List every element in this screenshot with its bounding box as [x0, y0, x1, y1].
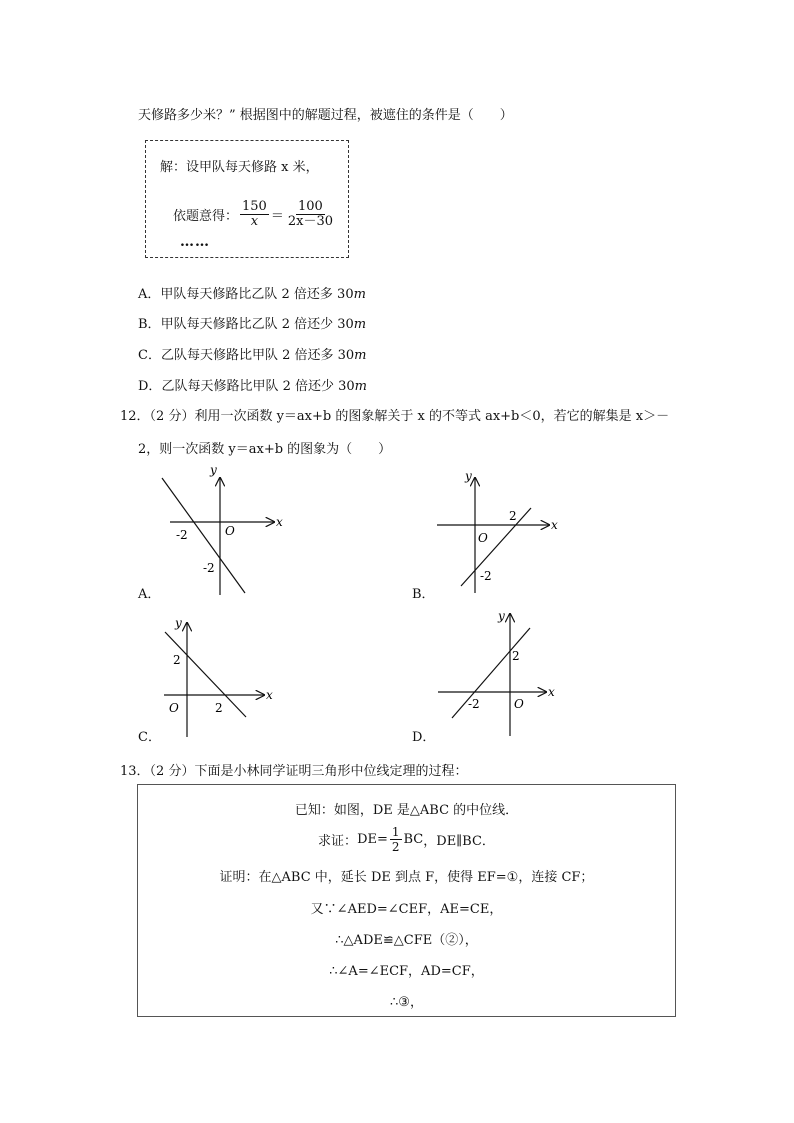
x-intercept-label: 2 [509, 509, 517, 523]
proof-step-3: ∴△ADE≌△CFE（②）， [335, 933, 478, 948]
proof-step-2: 又∵∠AED=∠CEF，AE=CE， [310, 902, 503, 917]
prove-de: DE= [357, 832, 388, 847]
y-axis-label: y [175, 616, 182, 630]
option-text: 甲队每天修路比乙队 2 倍还多 30 [160, 287, 354, 302]
x-intercept-label: 2 [215, 701, 223, 715]
q12-text-line-2: 2，则一次函数 y＝ax+b 的图象为（ ） [138, 442, 392, 457]
x-intercept-label: -2 [468, 697, 480, 711]
prove-fraction-numerator: 1 [391, 825, 400, 839]
origin-label: O [169, 701, 179, 715]
graph-d [430, 608, 570, 738]
option-label: D． [138, 379, 162, 394]
proof-box [137, 784, 676, 1017]
option-text: 甲队每天修路比乙队 2 倍还少 30 [160, 317, 354, 332]
origin-label: O [478, 531, 488, 545]
solution-equation [173, 200, 337, 229]
graph-a-label: A． [138, 587, 161, 602]
option-unit: m [354, 348, 367, 363]
y-intercept-label: 2 [512, 649, 520, 663]
x-axis-label: x [548, 685, 555, 699]
graph-c-label: C． [138, 730, 161, 745]
fraction-right-denominator: 2x－30 [287, 214, 334, 229]
fraction-right [286, 200, 335, 229]
y-intercept-label: 2 [173, 653, 181, 667]
q11-intro-text: 天修路多少米？” 根据图中的解题过程，被遮住的条件是（ ） [138, 108, 513, 123]
y-axis-label: y [498, 609, 505, 623]
solution-line-1: 解：设甲队每天修路 x 米， [160, 160, 319, 175]
option-label: B． [138, 317, 161, 332]
q11-option-a [138, 283, 366, 302]
q11-option-d [138, 375, 367, 394]
fraction-left-denominator: x [250, 214, 259, 229]
proof-step-1: 证明：在△ABC 中，延长 DE 到点 F，使得 EF=①，连接 CF； [219, 870, 594, 885]
x-axis-label: x [266, 688, 273, 702]
prove-fraction-denominator: 2 [391, 840, 400, 854]
fraction-left-numerator: 150 [242, 199, 267, 214]
q11-option-c [138, 344, 367, 363]
equals-sign: ＝ [270, 209, 284, 224]
option-unit: m [353, 317, 367, 332]
option-text: 乙队每天修路比甲队 2 倍还少 30 [161, 379, 355, 394]
graph-b [425, 468, 565, 598]
fraction-right-numerator: 100 [298, 199, 323, 214]
origin-label: O [514, 697, 524, 711]
x-intercept-label: -2 [176, 528, 188, 542]
solution-ellipsis: …… [180, 234, 210, 250]
q13-intro-text: 13．（2 分）下面是小林同学证明三角形中位线定理的过程： [120, 764, 468, 779]
prove-prefix: 求证： [318, 834, 358, 849]
proof-given: 已知：如图，DE 是△ABC 的中位线． [294, 803, 519, 818]
y-intercept-label: -2 [203, 561, 215, 575]
option-unit: m [353, 287, 366, 302]
equation-prefix: 依题意得： [173, 209, 239, 224]
graph-a [150, 460, 290, 600]
prove-fraction [390, 825, 402, 854]
proof-step-4: ∴∠A=∠ECF，AD=CF， [329, 964, 484, 979]
prove-bc: BC [403, 832, 424, 847]
q12-text-line-1: 12．（2 分）利用一次函数 y＝ax+b 的图象解关于 x 的不等式 ax+b＜0，若它的解集是 x＞－ [120, 409, 670, 424]
graph-c [160, 615, 280, 740]
proof-step-5: ∴③， [390, 995, 423, 1010]
graph-b-label: B． [412, 587, 435, 602]
x-axis-label: x [276, 515, 283, 529]
option-text: 乙队每天修路比甲队 2 倍还多 30 [160, 348, 355, 363]
option-label: C． [138, 348, 161, 363]
option-label: A． [138, 287, 161, 302]
q11-option-b [138, 313, 366, 332]
y-axis-label: y [465, 469, 472, 483]
graph-d-label: D． [412, 730, 436, 745]
y-intercept-label: -2 [480, 569, 492, 583]
proof-to-prove [138, 825, 675, 854]
origin-label: O [225, 524, 235, 538]
fraction-left [240, 200, 269, 229]
function-line [461, 508, 531, 586]
y-axis-label: y [210, 463, 217, 477]
option-unit: m [354, 379, 367, 394]
prove-suffix: ，DE∥BC． [423, 834, 495, 849]
x-axis-label: x [551, 518, 558, 532]
